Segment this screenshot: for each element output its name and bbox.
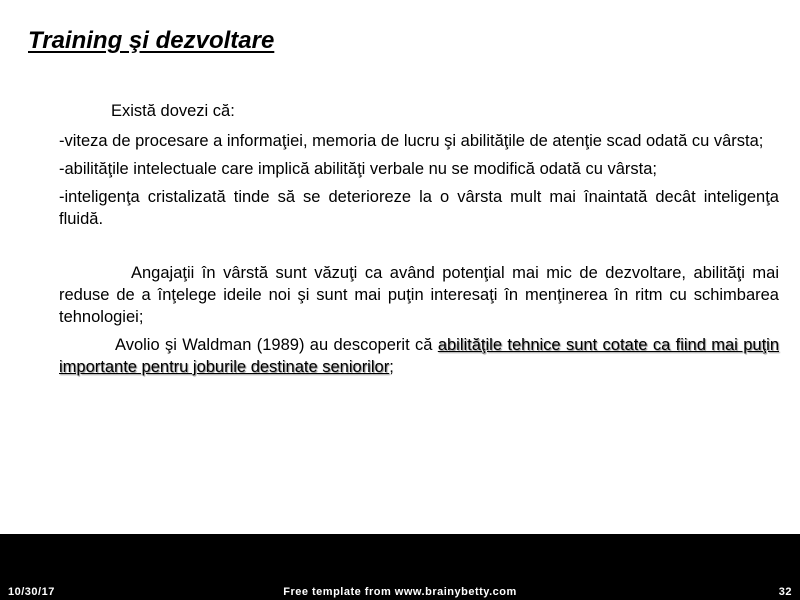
paragraph-end: ;	[389, 358, 394, 376]
bullet-item: -inteligenţa cristalizată tinde să se deterioreze la o vârsta mult mai înaintată decât inteligenţa fluidă.	[59, 188, 779, 228]
spacer	[59, 236, 779, 262]
bullet-item: -abilităţile intelectuale care implică abilităţi verbale nu se modifică odată cu vârsta;	[59, 160, 657, 178]
bullet-item: -viteza de procesare a informaţiei, memoria de lucru şi abilităţile de atenţie scad odată cu vârsta;	[59, 132, 764, 150]
paragraph-older-employees: Angajaţii în vârstă sunt văzuţi ca având potenţial mai mic de dezvoltare, abilităţi mai reduse de a înţelege ideile noi şi sunt mai puţin interesaţi în menţinerea în ritm cu schimbarea tehnologiei;	[59, 264, 779, 326]
footer-bar	[0, 534, 800, 600]
paragraph-avolio-waldman	[59, 334, 779, 378]
highlighted-finding: abilităţile tehnice sunt cotate ca fiind mai puţin importante pentru joburile destinate seniorilor	[59, 336, 779, 376]
paragraph-lead: Avolio şi Waldman (1989) au descoperit că	[115, 336, 438, 354]
footer-credit: Free template from www.brainybetty.com	[283, 586, 517, 598]
footer-page-number: 32	[778, 586, 792, 598]
slide-title: Training şi dezvoltare	[28, 27, 275, 54]
intro-text: Există dovezi că:	[111, 102, 235, 120]
footer-date: 10/30/17	[8, 586, 55, 598]
slide-body	[59, 100, 779, 378]
